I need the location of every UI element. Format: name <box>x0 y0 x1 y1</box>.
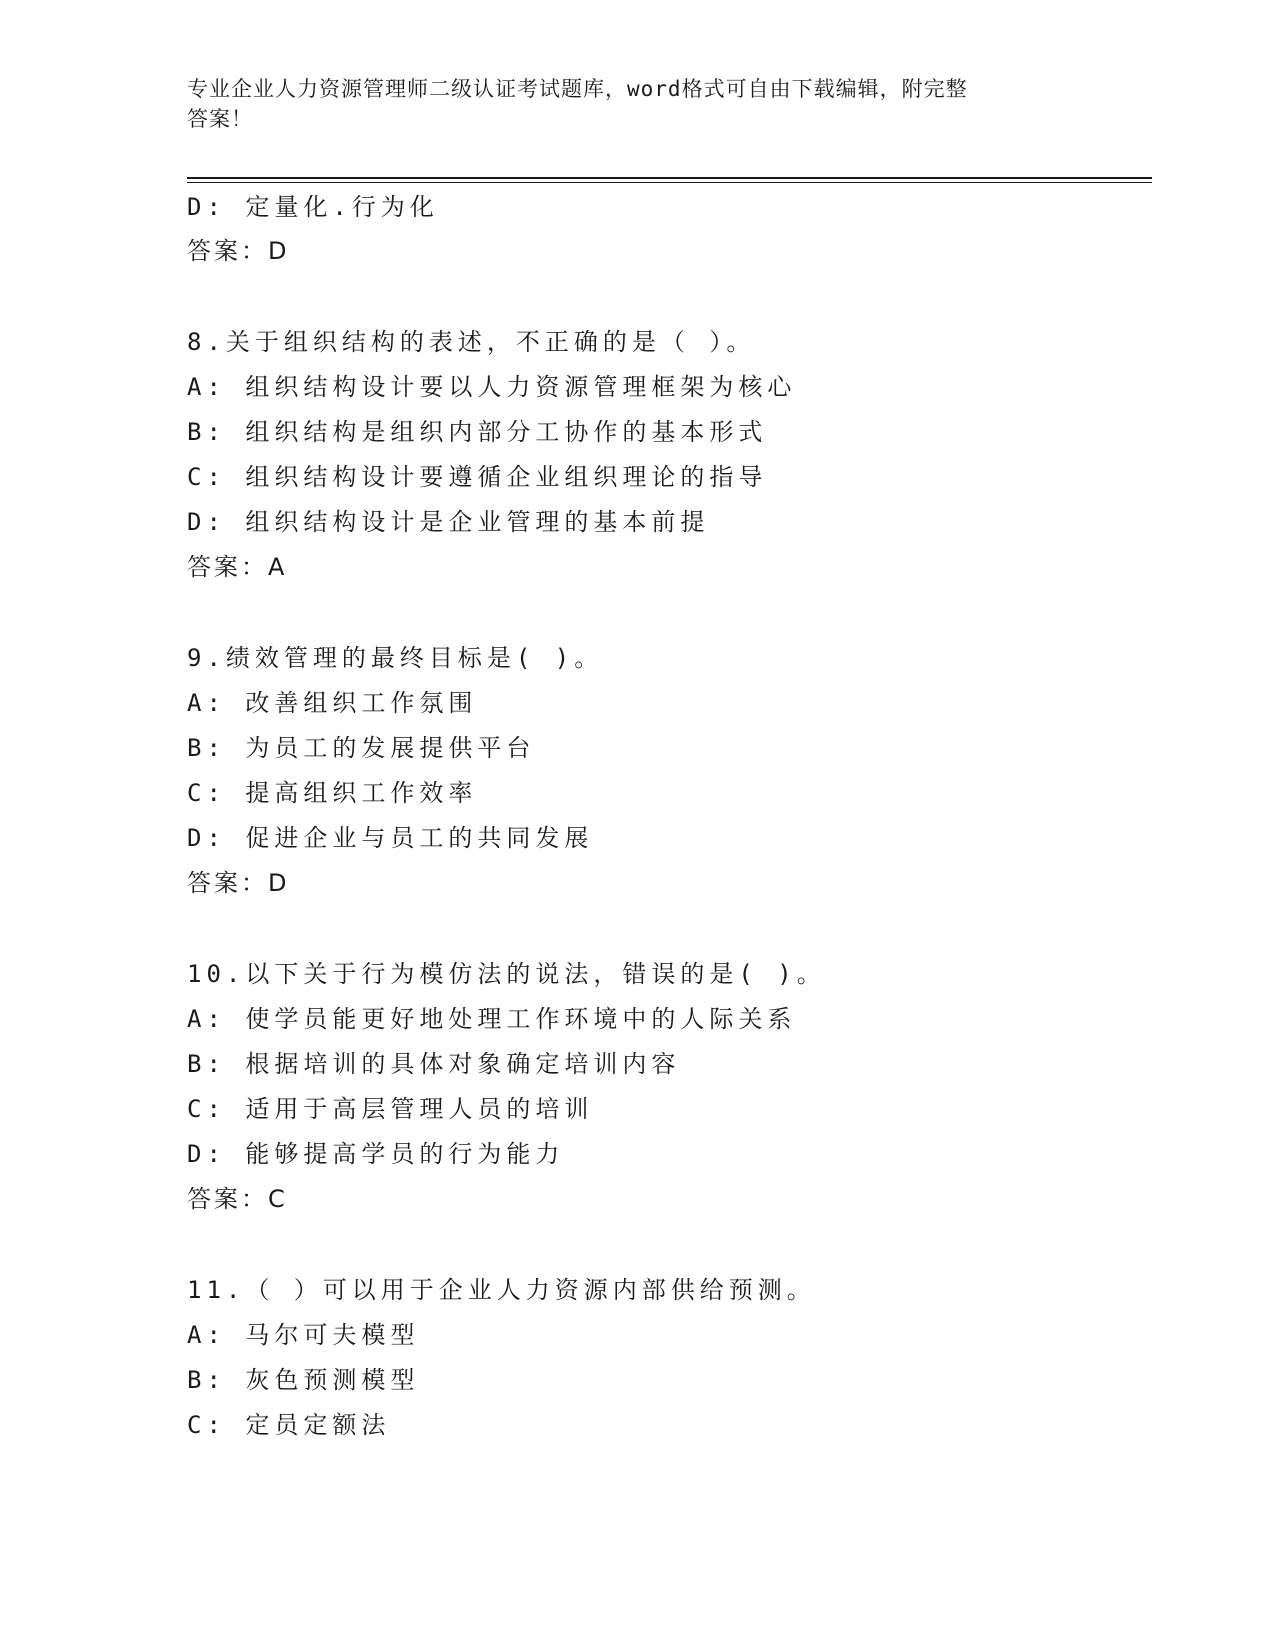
document-header <box>187 74 1067 134</box>
q11-question: 11.（ ）可以用于企业人力资源内部供给预测。 <box>187 1276 816 1304</box>
header-divider-thin <box>187 182 1152 183</box>
q8-option-a: A: 组织结构设计要以人力资源管理框架为核心 <box>187 373 797 401</box>
q8-answer: 答案：A <box>187 553 288 581</box>
q9-question: 9.绩效管理的最终目标是( )。 <box>187 644 604 672</box>
q11-option-b: B: 灰色预测模型 <box>187 1366 420 1394</box>
q9-option-d: D: 促进企业与员工的共同发展 <box>187 824 594 852</box>
q10-option-a: A: 使学员能更好地处理工作环境中的人际关系 <box>187 1005 797 1033</box>
q10-option-d: D: 能够提高学员的行为能力 <box>187 1140 565 1168</box>
q9-answer: 答案：D <box>187 869 290 897</box>
q9-option-c: C: 提高组织工作效率 <box>187 779 478 807</box>
q7-answer: 答案：D <box>187 237 290 265</box>
header-divider-thick <box>187 177 1152 179</box>
q10-answer: 答案：C <box>187 1185 288 1213</box>
q11-option-c: C: 定员定额法 <box>187 1411 391 1439</box>
q8-option-c: C: 组织结构设计要遵循企业组织理论的指导 <box>187 463 768 491</box>
q11-option-a: A: 马尔可夫模型 <box>187 1321 420 1349</box>
q10-question: 10.以下关于行为模仿法的说法，错误的是( )。 <box>187 960 826 988</box>
q10-option-c: C: 适用于高层管理人员的培训 <box>187 1095 594 1123</box>
q8-option-b: B: 组织结构是组织内部分工协作的基本形式 <box>187 418 768 446</box>
q10-option-b: B: 根据培训的具体对象确定培训内容 <box>187 1050 681 1078</box>
q7-option-d: D: 定量化.行为化 <box>187 193 439 221</box>
q8-option-d: D: 组织结构设计是企业管理的基本前提 <box>187 508 710 536</box>
q9-option-a: A: 改善组织工作氛围 <box>187 689 478 717</box>
header-line-2: 答案！ <box>187 107 253 131</box>
q9-option-b: B: 为员工的发展提供平台 <box>187 734 536 762</box>
q8-question: 8.关于组织结构的表述，不正确的是（ ）。 <box>187 328 756 356</box>
header-line-1: 专业企业人力资源管理师二级认证考试题库，word格式可自由下载编辑，附完整 <box>187 77 968 101</box>
